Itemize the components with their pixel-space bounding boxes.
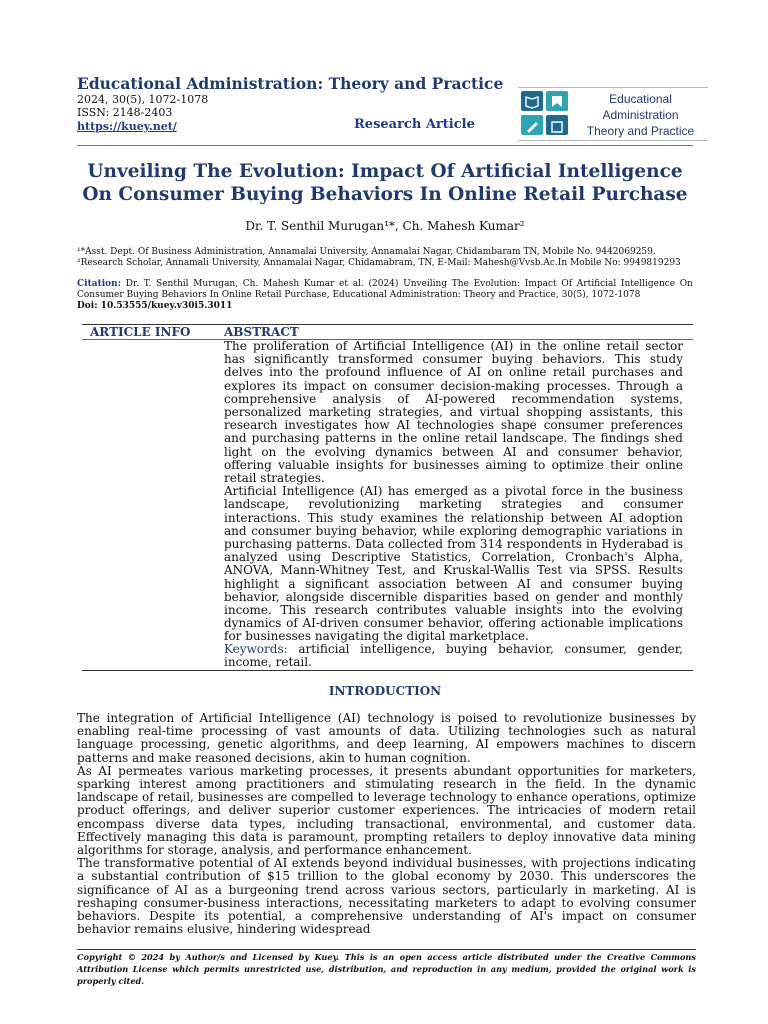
body-paragraph: The integration of Artificial Intelligence (AI) technology is poised to revolutionize businesses by enabling real-time processing of vast amounts of data. Utilizing technologies such as natural language processing, genetic algorithms, and deep learning, AI empowers machines to discern patterns and make reasoned decisions, akin to human cognition. <box>77 711 696 765</box>
affiliation-1: ¹*Asst. Dept. Of Business Administration, Annamalai University, Annamalai Nagar, Chidambaram TN, Mobile No. 9442069259. <box>77 247 656 257</box>
paper-title <box>60 160 710 206</box>
table-bottom-rule <box>82 670 693 671</box>
header-divider <box>77 145 693 146</box>
logo-tiles-icon <box>521 91 571 137</box>
citation-label: Citation: <box>77 279 122 289</box>
issn-line: ISSN: 2148-2403 <box>77 106 173 119</box>
logo-line-1: Educational <box>609 92 672 106</box>
title-line-2: On Consumer Buying Behaviors In Online Retail Purchase <box>82 184 688 205</box>
volume-line: 2024, 30(5), 1072-1078 <box>77 93 209 106</box>
keywords-text: artificial intelligence, buying behavior, consumer, gender, income, retail. <box>224 642 683 670</box>
abstract-paragraph: The proliferation of Artificial Intelligence (AI) in the online retail sector has significantly transformed consumer buying behaviors. This study delves into the profound influence of AI on online retail purchases and explores its impact on consumer decision-making processes. Through a comprehensive analysis of AI-powered recommendation systems, personalized marketing strategies, and virtual shopping assistants, this research investigates how AI technologies shape consumer preferences and purchasing patterns in the online retail landscape. The findings shed light on the evolving dynamics between AI and consumer behavior, offering valuable insights for businesses aiming to optimize their online retail strategies. <box>224 339 683 486</box>
footer-divider <box>77 949 696 950</box>
abstract-paragraph: Artificial Intelligence (AI) has emerged as a pivotal force in the business landscape, revolutionizing marketing strategies and consumer interactions. This study examines the relationship between AI adoption and consumer buying behavior, while exploring demographic variations in purchasing patterns. Data collected from 314 respondents in Hyderabad is analyzed using Descriptive Statistics, Correlation, Cronbach's Alpha, ANOVA, Mann-Whitney Test, and Kruskal-Wallis Test via SPSS. Results highlight a significant association between AI and consumer buying behavior, alongside discernible disparities based on gender and monthly income. This research contributes valuable insights into the evolving dynamics of AI-driven consumer behavior, offering actionable implications for businesses navigating the digital marketplace. <box>224 484 683 644</box>
doi-text: Doi: 10.53555/kuey.v30i5.3011 <box>77 301 233 311</box>
authors: Dr. T. Senthil Murugan¹*, Ch. Mahesh Kumar² <box>245 219 525 233</box>
abstract-body <box>224 340 683 644</box>
introduction-body <box>77 712 696 936</box>
logo-line-2: Administration <box>602 108 679 122</box>
citation-text: Dr. T. Senthil Murugan, Ch. Mahesh Kumar et al. (2024) Unveiling The Evolution: Impact Of Artificial Intelligence On Consumer Buying Behaviors In Online Retail Purchase, Educational Administration: Theory and Practice, 30(5), 1072-1078 <box>77 279 693 300</box>
article-info-heading: ARTICLE INFO <box>90 325 191 339</box>
body-paragraph: As AI permeates various marketing processes, it presents abundant opportunities for marketers, sparking interest among practitioners and stimulating research in the field. In the dynamic landscape of retail, businesses are compelled to leverage technology to enhance operations, optimize product offerings, and deliver superior customer experiences. The intricacies of modern retail encompass diverse data types, including transactional, environmental, and customer data. Effectively managing this data is paramount, prompting retailers to deploy innovative data mining algorithms for storage, analysis, and performance enhancement. <box>77 763 696 858</box>
abstract-heading: ABSTRACT <box>224 325 299 339</box>
affiliation-2: ²Research Scholar, Annamali University, Annamalai Nagar, Chidamabram, TN, E-Mail: Mahesh@Vvsb.Ac.In Mobile No: 9949819293 <box>77 258 681 268</box>
section-heading: INTRODUCTION <box>328 684 442 698</box>
keywords <box>224 643 683 669</box>
keywords-label: Keywords: <box>224 642 288 656</box>
body-paragraph: The transformative potential of AI extends beyond individual businesses, with projections indicating a substantial contribution of $15 trillion to the global economy by 2030. This underscores the significance of AI as a burgeoning trend across various sectors, particularly in marketing. AI is reshaping consumer-business interactions, necessitating marketers to adapt to evolving consumer behaviors. Despite its potential, a comprehensive understanding of AI's impact on consumer behavior remains elusive, hindering widespread <box>77 856 696 937</box>
title-line-1: Unveiling The Evolution: Impact Of Artificial Intelligence <box>87 161 683 182</box>
copyright-notice: Copyright © 2024 by Author/s and Licensed by Kuey. This is an open access article distributed under the Creative Commons Attribution License which permits unrestricted use, distribution, and reproduction in any medium, provided the original work is properly cited. <box>77 952 696 986</box>
journal-logo <box>518 87 708 141</box>
citation-block <box>77 279 693 312</box>
article-type-label: Research Article <box>354 117 475 132</box>
logo-line-3: Theory and Practice <box>586 124 695 138</box>
journal-title: Educational Administration: Theory and Practice <box>77 74 504 93</box>
journal-url-link[interactable]: https://kuey.net/ <box>77 120 177 133</box>
